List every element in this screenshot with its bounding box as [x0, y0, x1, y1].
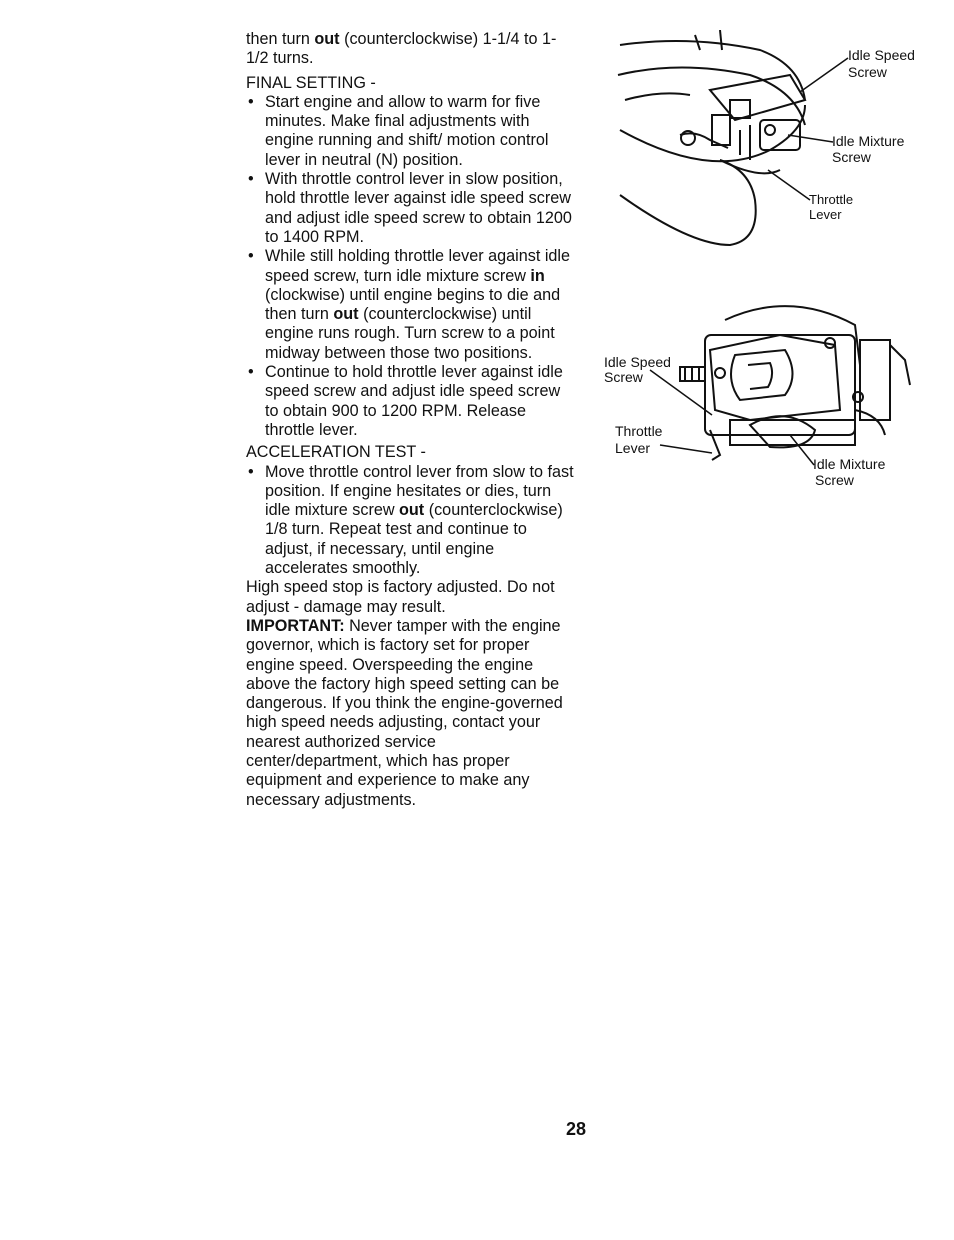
throttle-label-top: Throttle — [809, 192, 854, 207]
final-setting-heading: FINAL SETTING - — [246, 73, 376, 92]
list-item-text: (counterclockwise) 1/8 turn. Repeat test and continue to adjust, if necessary, until engine accelerates smoothly. — [265, 501, 563, 578]
list-item: • Start engine and allow to warm for five minutes. Make final adjustments with engine running and shift/ motion control lever in neutral (N) position. — [246, 93, 576, 170]
idle-speed-label-bottom: Idle Speed — [604, 354, 671, 370]
list-item-text: (clockwise) until engine begins to die and then turn — [265, 285, 561, 324]
idle-mixture-label-bottom: Idle Mixture — [813, 456, 886, 472]
page-number: 28 — [566, 1119, 587, 1139]
intro-text: then turn — [246, 30, 315, 48]
instructions-column — [246, 30, 576, 810]
acceleration-test-heading: ACCELERATION TEST - — [246, 443, 426, 462]
list-item-bold: out — [399, 501, 425, 520]
list-item-text: Move throttle control lever from slow to fast position. If engine hesitates or dies, turn idle mixture screw — [265, 462, 574, 520]
acceleration-test-list — [246, 463, 576, 579]
list-item-bold: out — [333, 305, 359, 324]
high-speed-note: High speed stop is factory adjusted. Do not adjust - damage may result. — [246, 578, 555, 616]
list-item — [246, 463, 576, 579]
list-item: • Continue to hold throttle lever against idle speed screw and adjust idle speed screw to obtain 900 to 1200 RPM. Release throttle lever. — [246, 363, 576, 440]
idle-mixture-label-top: Idle Mixture — [832, 133, 905, 149]
important-note — [246, 617, 576, 810]
important-text: Never tamper with the engine governor, which is factory set for proper engine speed. Overspeeding the engine above the factory high speed setting can be dangerous. If you think the engine-governed high speed needs adjusting, contact your nearest authorized service center/department, which has proper equipment and experience to make any necessary adjustments. — [246, 616, 563, 809]
idle-speed-label-top: Idle Speed — [848, 47, 915, 63]
idle-mixture-label-top-2: Screw — [832, 149, 871, 165]
intro-paragraph — [246, 30, 576, 69]
list-item-text: (counterclockwise) until engine runs rough. Turn screw to a point midway between those two positions. — [265, 305, 555, 362]
throttle-label-bottom: Throttle — [615, 423, 663, 439]
list-item: • With throttle control lever in slow position, hold throttle lever against idle speed screw and adjust idle speed screw to obtain 1200 to 1400 RPM. — [246, 170, 576, 247]
list-item — [246, 247, 576, 363]
idle-speed-label-bottom-2: Screw — [604, 369, 643, 385]
important-label: IMPORTANT: — [246, 616, 345, 635]
list-item-bold: in — [530, 266, 545, 285]
idle-speed-label-top-2: Screw — [848, 64, 887, 80]
intro-text-end: (counterclockwise) 1-1/4 to 1-1/2 turns. — [246, 30, 557, 68]
throttle-label-top-2: Lever — [809, 207, 842, 222]
list-item-text: While still holding throttle lever against idle speed screw, turn idle mixture screw — [265, 247, 571, 285]
throttle-label-bottom-2: Lever — [615, 440, 651, 456]
engine-side-figure — [600, 30, 940, 280]
final-setting-list — [246, 93, 576, 440]
carburetor-figure — [600, 295, 930, 495]
intro-bold: out — [314, 30, 340, 48]
idle-mixture-label-bottom-2: Screw — [815, 472, 854, 488]
